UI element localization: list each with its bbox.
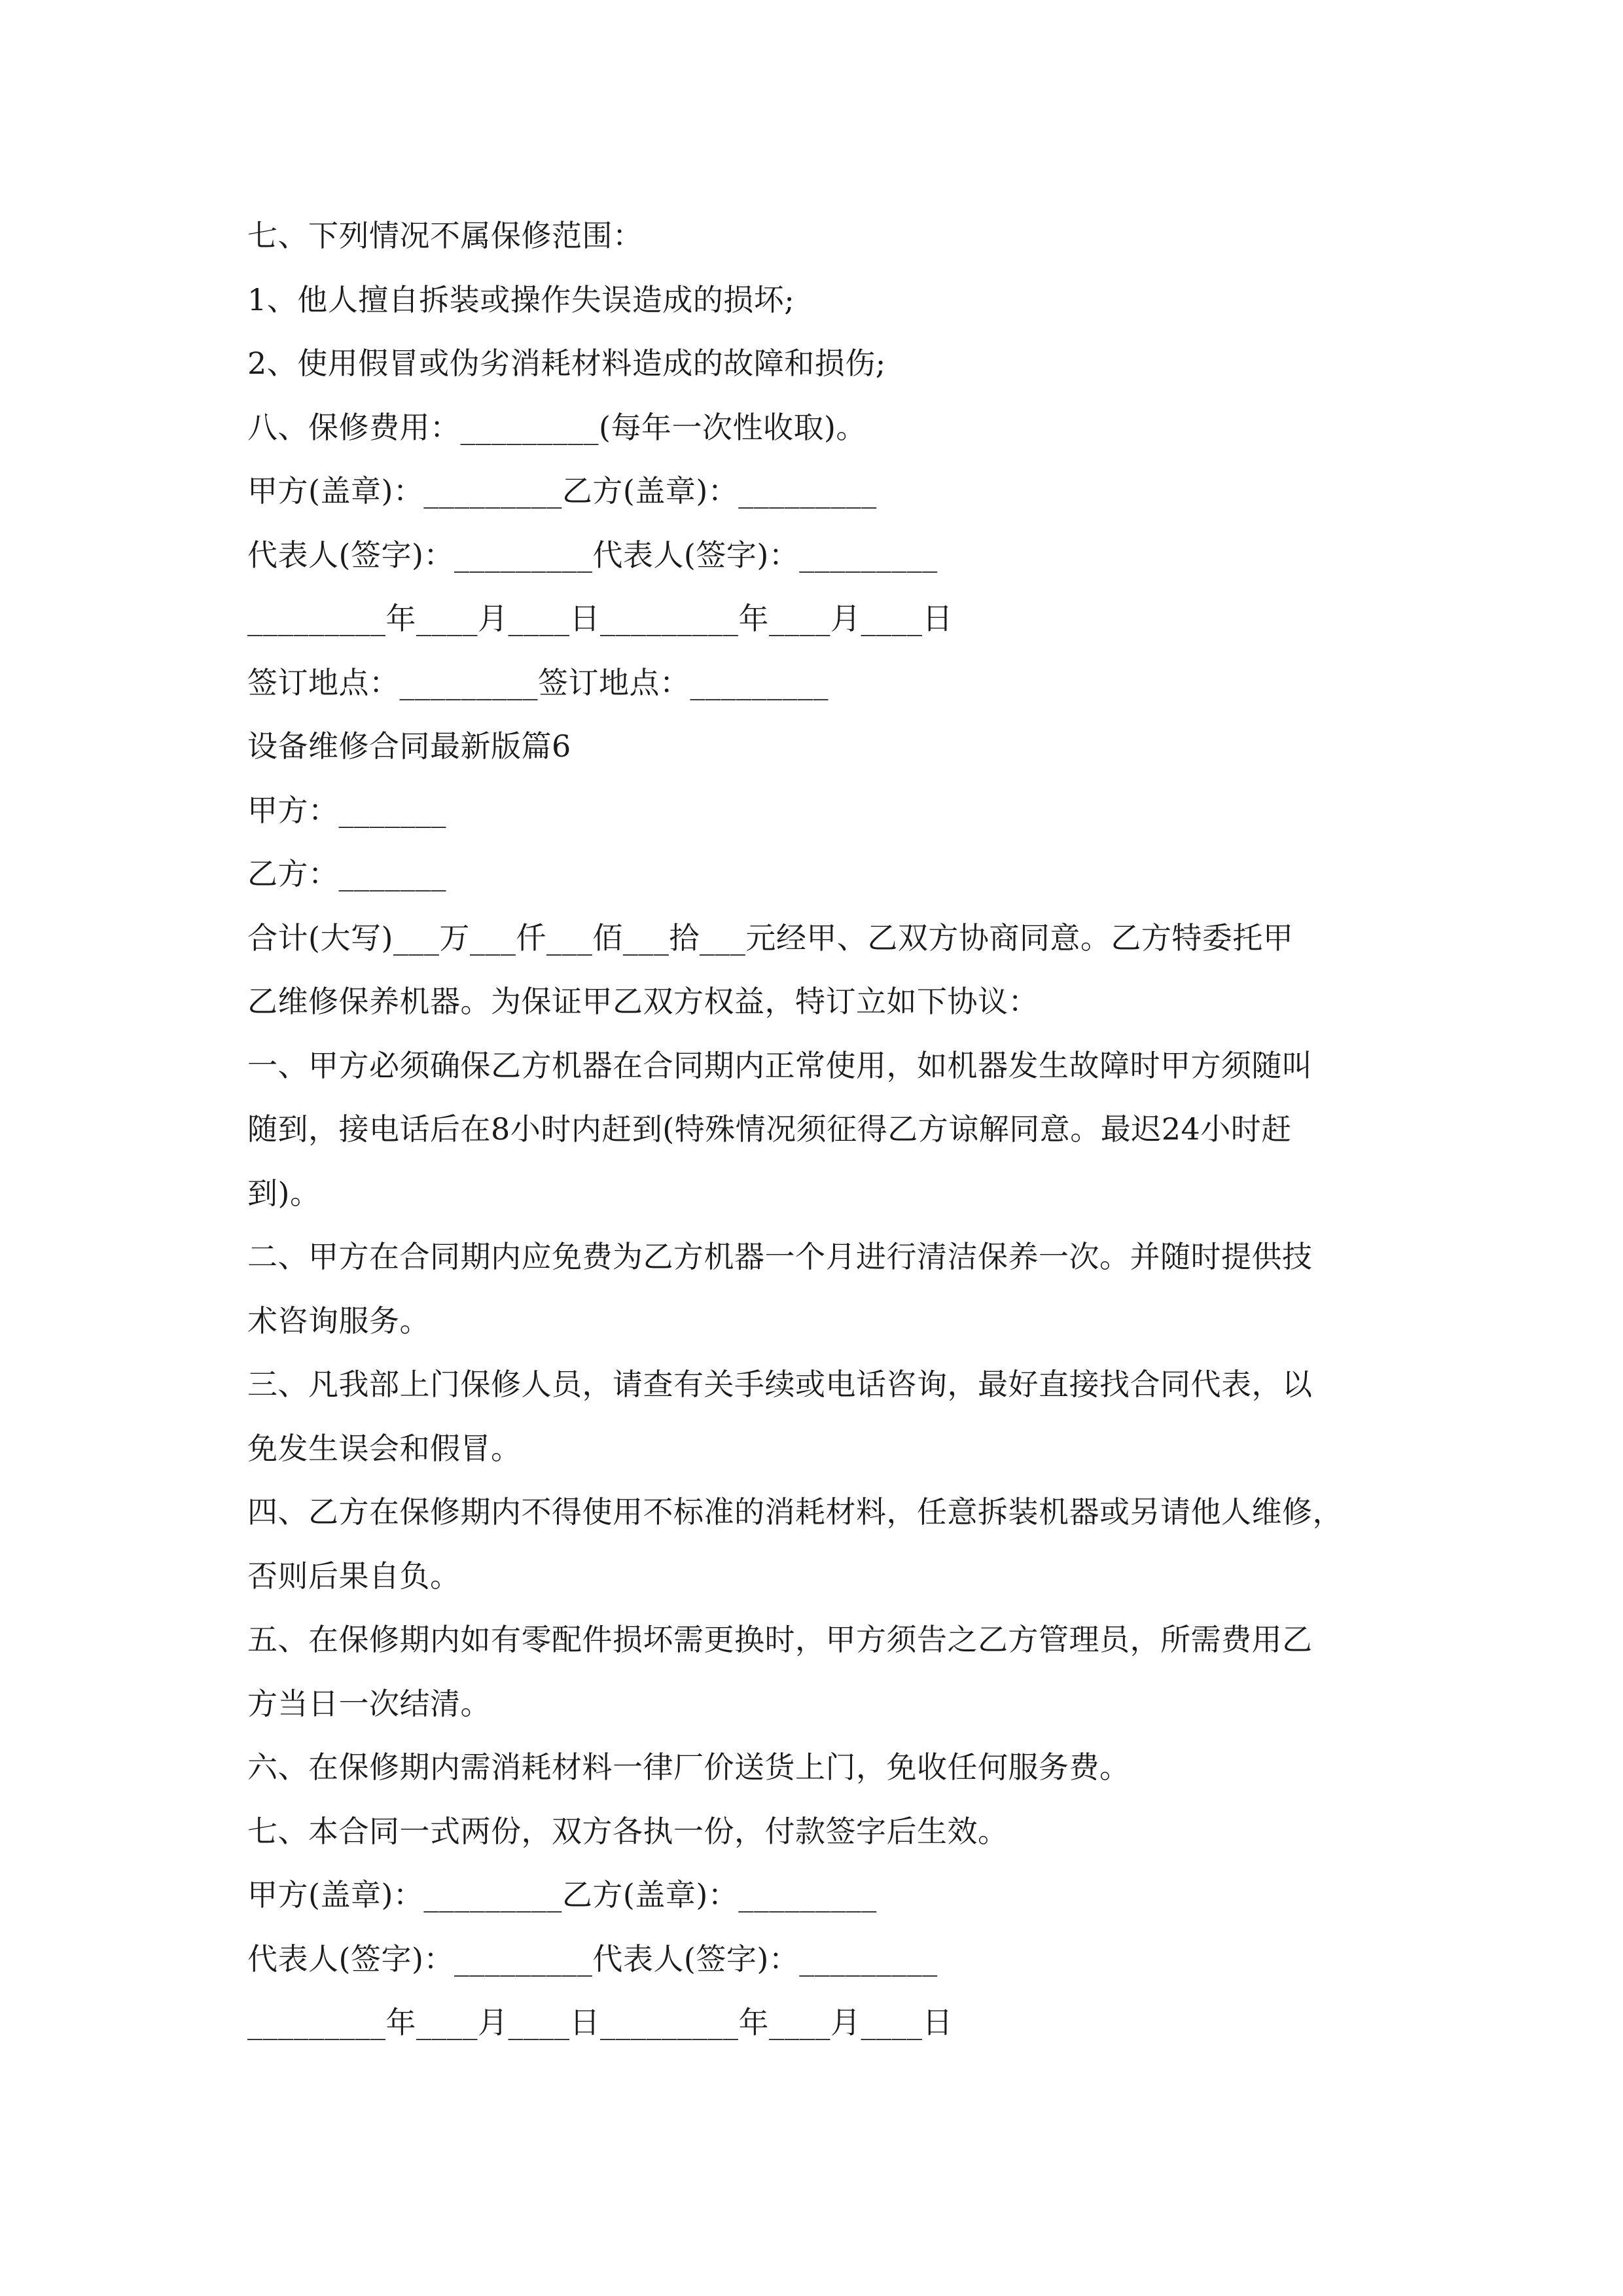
party-b-line: 乙方：_______: [247, 856, 446, 891]
exclusion-item-2: 2、使用假冒或伪劣消耗材料造成的故障和损伤;: [247, 346, 886, 381]
exclusion-item-1: 1、他人擅自拆装或操作失误造成的损坏;: [247, 281, 795, 317]
clause-2-line-2: 术咨询服务。: [247, 1302, 430, 1338]
date-line-2: _________年____月____日_________年____月____日: [247, 2005, 953, 2040]
clause-5-line-1: 五、在保修期内如有零配件损坏需更换时，甲方须告之乙方管理员，所需费用乙: [247, 1622, 1313, 1657]
clause-4-line-2: 否则后果自负。: [247, 1558, 461, 1594]
clause-7-line: 七、本合同一式两份，双方各执一份，付款签字后生效。: [247, 1813, 1008, 1849]
clause-5-line-2: 方当日一次结清。: [247, 1685, 491, 1721]
seal-line-2: 甲方(盖章)：_________乙方(盖章)：_________: [247, 1877, 877, 1912]
warranty-fee-line: 八、保修费用：_________(每年一次性收取)。: [247, 409, 866, 445]
section-heading-exclusions: 七、下列情况不属保修范围：: [247, 218, 643, 253]
clause-4-line-1: 四、乙方在保修期内不得使用不标准的消耗材料，任意拆装机器或另请他人维修，: [247, 1494, 1343, 1530]
clause-1-line-1: 一、甲方必须确保乙方机器在合同期内正常使用，如机器发生故障时甲方须随叫: [247, 1047, 1313, 1083]
clause-1-line-3: 到)。: [247, 1175, 321, 1211]
clause-1-line-2: 随到，接电话后在8小时内赶到(特殊情况须征得乙方谅解同意。最迟24小时赶: [247, 1111, 1292, 1147]
document-body: [247, 204, 1386, 2055]
party-a-line: 甲方：_______: [247, 792, 446, 828]
seal-line: 甲方(盖章)：_________乙方(盖章)：_________: [247, 473, 877, 509]
signing-place-line: 签订地点：_________签订地点：_________: [247, 664, 829, 700]
clause-3-line-1: 三、凡我部上门保修人员，请查有关手续或电话咨询，最好直接找合同代表，以: [247, 1367, 1313, 1402]
representative-signature-line: 代表人(签字)：_________代表人(签字)：_________: [247, 537, 938, 573]
total-amount-line: 合计(大写)___万___仟___佰___拾___元经甲、乙双方协商同意。乙方特委托甲: [247, 920, 1294, 956]
representative-signature-line-2: 代表人(签字)：_________代表人(签字)：_________: [247, 1941, 938, 1977]
contract-title: 设备维修合同最新版篇6: [247, 728, 571, 764]
date-line: _________年____月____日_________年____月____日: [247, 601, 953, 636]
agreement-intro-line: 乙维修保养机器。为保证甲乙双方权益，特订立如下协议：: [247, 984, 1039, 1019]
clause-3-line-2: 免发生误会和假冒。: [247, 1430, 522, 1466]
clause-2-line-1: 二、甲方在合同期内应免费为乙方机器一个月进行清洁保养一次。并随时提供技: [247, 1239, 1313, 1274]
clause-6-line: 六、在保修期内需消耗材料一律厂价送货上门，免收任何服务费。: [247, 1749, 1130, 1785]
